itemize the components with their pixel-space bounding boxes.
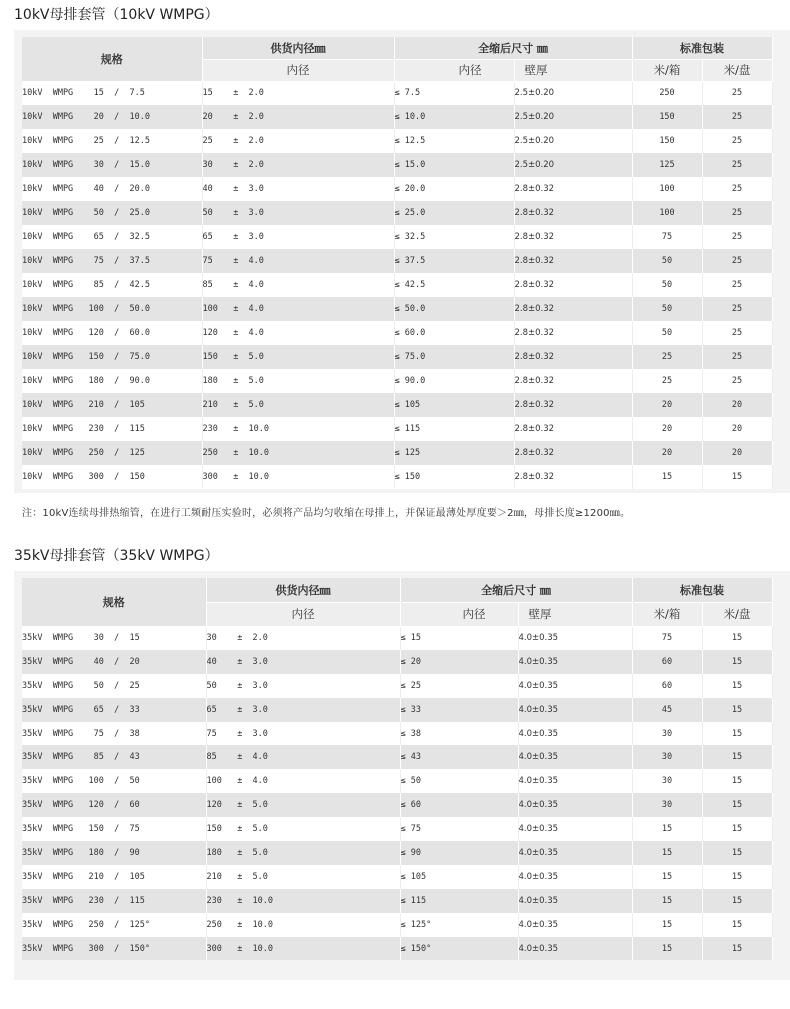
cell-supply-id: 230 ± 10.0 (206, 889, 400, 913)
cell-per-reel: 25 (702, 321, 772, 345)
cell-supply-id: 250 ± 10.0 (202, 441, 394, 465)
table-row (22, 769, 772, 793)
cell-per-reel: 15 (702, 465, 772, 489)
cell-per-box: 75 (632, 626, 702, 650)
cell-per-reel: 25 (702, 105, 772, 129)
cell-spec: 10kV WMPG 230 / 115 (22, 417, 202, 441)
cell-shrink-wall: 2.5±0.20 (514, 153, 632, 177)
cell-supply-id: 120 ± 4.0 (202, 321, 394, 345)
header-per-reel: 米/盘 (702, 602, 772, 626)
cell-spec: 10kV WMPG 20 / 10.0 (22, 105, 202, 129)
cell-supply-id: 180 ± 5.0 (206, 841, 400, 865)
cell-spec: 35kV WMPG 40 / 20 (22, 650, 206, 674)
cell-per-box: 125 (632, 153, 702, 177)
cell-per-reel: 25 (702, 345, 772, 369)
cell-per-box: 60 (632, 650, 702, 674)
cell-spec: 35kV WMPG 65 / 33 (22, 698, 206, 722)
cell-shrink-id: ≤ 7.5 (394, 81, 514, 105)
cell-shrink-id: ≤ 60.0 (394, 321, 514, 345)
cell-per-reel: 25 (702, 273, 772, 297)
cell-supply-id: 65 ± 3.0 (206, 698, 400, 722)
cell-shrink-wall: 4.0±0.35 (518, 745, 632, 769)
cell-shrink-id: ≤ 75.0 (394, 345, 514, 369)
cell-per-reel: 20 (702, 441, 772, 465)
cell-spec: 10kV WMPG 210 / 105 (22, 393, 202, 417)
cell-shrink-wall: 2.8±0.32 (514, 321, 632, 345)
cell-spec: 10kV WMPG 250 / 125 (22, 441, 202, 465)
table-row (22, 889, 772, 913)
cell-shrink-wall: 4.0±0.35 (518, 889, 632, 913)
cell-per-box: 250 (632, 81, 702, 105)
cell-spec: 10kV WMPG 40 / 20.0 (22, 177, 202, 201)
cell-spec: 35kV WMPG 250 / 125° (22, 913, 206, 937)
cell-shrink-wall: 4.0±0.35 (518, 698, 632, 722)
cell-shrink-wall: 2.8±0.32 (514, 465, 632, 489)
cell-spec: 35kV WMPG 30 / 15 (22, 626, 206, 650)
cell-per-box: 15 (632, 889, 702, 913)
cell-shrink-id: ≤ 105 (400, 865, 518, 889)
cell-shrink-id: ≤ 20 (400, 650, 518, 674)
table-row (22, 913, 772, 937)
cell-per-box: 30 (632, 745, 702, 769)
header-supply-id: 内径 (206, 602, 400, 626)
header-pack: 标准包装 (632, 578, 772, 602)
cell-per-box: 15 (632, 913, 702, 937)
cell-supply-id: 20 ± 2.0 (202, 105, 394, 129)
cell-shrink-id: ≤ 105 (394, 393, 514, 417)
cell-per-reel: 15 (702, 722, 772, 746)
cell-supply-id: 75 ± 3.0 (206, 722, 400, 746)
cell-shrink-id: ≤ 15.0 (394, 153, 514, 177)
table-row (22, 745, 772, 769)
cell-per-reel: 15 (702, 626, 772, 650)
cell-shrink-id: ≤ 115 (394, 417, 514, 441)
cell-shrink-id: ≤ 150 (394, 465, 514, 489)
cell-per-reel: 25 (702, 297, 772, 321)
cell-per-reel: 15 (702, 913, 772, 937)
header-supply-id: 内径 (202, 59, 394, 81)
cell-supply-id: 300 ± 10.0 (206, 937, 400, 961)
cell-shrink-wall: 2.5±0.20 (514, 81, 632, 105)
cell-per-reel: 15 (702, 817, 772, 841)
cell-spec: 35kV WMPG 230 / 115 (22, 889, 206, 913)
cell-shrink-wall: 2.5±0.20 (514, 129, 632, 153)
cell-shrink-wall: 4.0±0.35 (518, 817, 632, 841)
cell-supply-id: 40 ± 3.0 (202, 177, 394, 201)
cell-shrink-id: ≤ 50.0 (394, 297, 514, 321)
header-per-box: 米/箱 (632, 59, 702, 81)
cell-supply-id: 250 ± 10.0 (206, 913, 400, 937)
cell-per-box: 15 (632, 937, 702, 961)
table-row (22, 650, 772, 674)
header-shrink-wall: 壁厚 (518, 602, 632, 626)
table-row (22, 273, 772, 297)
cell-supply-id: 30 ± 2.0 (206, 626, 400, 650)
table-row (22, 177, 772, 201)
cell-per-reel: 25 (702, 249, 772, 273)
cell-supply-id: 50 ± 3.0 (206, 674, 400, 698)
cell-supply-id: 75 ± 4.0 (202, 249, 394, 273)
cell-per-reel: 15 (702, 865, 772, 889)
cell-per-reel: 25 (702, 201, 772, 225)
cell-spec: 35kV WMPG 150 / 75 (22, 817, 206, 841)
cell-supply-id: 15 ± 2.0 (202, 81, 394, 105)
cell-shrink-id: ≤ 50 (400, 769, 518, 793)
cell-shrink-id: ≤ 12.5 (394, 129, 514, 153)
cell-shrink-wall: 4.0±0.35 (518, 674, 632, 698)
cell-supply-id: 300 ± 10.0 (202, 465, 394, 489)
header-supply: 供货内径㎜ (206, 578, 400, 602)
cell-per-reel: 15 (702, 841, 772, 865)
header-shrink-id: 内径 (394, 59, 514, 81)
cell-shrink-id: ≤ 37.5 (394, 249, 514, 273)
cell-supply-id: 120 ± 5.0 (206, 793, 400, 817)
cell-shrink-wall: 2.8±0.32 (514, 249, 632, 273)
cell-spec: 35kV WMPG 300 / 150° (22, 937, 206, 961)
cell-per-box: 15 (632, 841, 702, 865)
cell-shrink-wall: 4.0±0.35 (518, 913, 632, 937)
cell-shrink-id: ≤ 150° (400, 937, 518, 961)
cell-shrink-id: ≤ 125° (400, 913, 518, 937)
cell-spec: 10kV WMPG 50 / 25.0 (22, 201, 202, 225)
cell-supply-id: 25 ± 2.0 (202, 129, 394, 153)
cell-spec: 10kV WMPG 85 / 42.5 (22, 273, 202, 297)
cell-per-box: 20 (632, 417, 702, 441)
table-row (22, 369, 772, 393)
cell-per-reel: 25 (702, 225, 772, 249)
cell-shrink-wall: 4.0±0.35 (518, 937, 632, 961)
cell-spec: 10kV WMPG 100 / 50.0 (22, 297, 202, 321)
cell-supply-id: 65 ± 3.0 (202, 225, 394, 249)
cell-shrink-wall: 2.8±0.32 (514, 201, 632, 225)
cell-per-box: 15 (632, 817, 702, 841)
header-shrink: 全缩后尺寸 ㎜ (394, 37, 632, 59)
cell-per-box: 20 (632, 393, 702, 417)
table-row (22, 321, 772, 345)
cell-supply-id: 30 ± 2.0 (202, 153, 394, 177)
cell-shrink-wall: 2.8±0.32 (514, 393, 632, 417)
header-spec: 规格 (22, 37, 202, 81)
cell-shrink-id: ≤ 125 (394, 441, 514, 465)
cell-shrink-wall: 4.0±0.35 (518, 865, 632, 889)
cell-per-box: 100 (632, 201, 702, 225)
table-row (22, 674, 772, 698)
cell-supply-id: 210 ± 5.0 (202, 393, 394, 417)
cell-supply-id: 180 ± 5.0 (202, 369, 394, 393)
cell-shrink-wall: 4.0±0.35 (518, 769, 632, 793)
cell-supply-id: 100 ± 4.0 (202, 297, 394, 321)
table-row (22, 393, 772, 417)
cell-per-box: 30 (632, 769, 702, 793)
cell-spec: 10kV WMPG 180 / 90.0 (22, 369, 202, 393)
cell-per-box: 20 (632, 441, 702, 465)
cell-spec: 10kV WMPG 120 / 60.0 (22, 321, 202, 345)
cell-per-box: 150 (632, 105, 702, 129)
cell-per-reel: 25 (702, 81, 772, 105)
table-row (22, 201, 772, 225)
cell-per-box: 150 (632, 129, 702, 153)
cell-shrink-id: ≤ 42.5 (394, 273, 514, 297)
table-row (22, 937, 772, 961)
cell-spec: 10kV WMPG 30 / 15.0 (22, 153, 202, 177)
cell-per-reel: 20 (702, 417, 772, 441)
cell-shrink-wall: 2.8±0.32 (514, 177, 632, 201)
cell-spec: 10kV WMPG 65 / 32.5 (22, 225, 202, 249)
cell-shrink-wall: 4.0±0.35 (518, 793, 632, 817)
cell-spec: 10kV WMPG 300 / 150 (22, 465, 202, 489)
table-row (22, 153, 772, 177)
table-row (22, 81, 772, 105)
cell-per-reel: 15 (702, 937, 772, 961)
cell-per-box: 25 (632, 369, 702, 393)
cell-per-box: 25 (632, 345, 702, 369)
cell-per-reel: 15 (702, 698, 772, 722)
cell-per-reel: 15 (702, 793, 772, 817)
cell-per-box: 50 (632, 321, 702, 345)
table-row (22, 865, 772, 889)
cell-supply-id: 85 ± 4.0 (206, 745, 400, 769)
cell-per-reel: 25 (702, 369, 772, 393)
cell-shrink-wall: 2.8±0.32 (514, 225, 632, 249)
header-shrink-wall: 壁厚 (514, 59, 632, 81)
cell-shrink-wall: 2.8±0.32 (514, 369, 632, 393)
cell-per-reel: 20 (702, 393, 772, 417)
cell-supply-id: 150 ± 5.0 (202, 345, 394, 369)
table-row (22, 297, 772, 321)
cell-per-box: 45 (632, 698, 702, 722)
cell-per-reel: 25 (702, 153, 772, 177)
cell-spec: 10kV WMPG 25 / 12.5 (22, 129, 202, 153)
cell-per-reel: 15 (702, 889, 772, 913)
cell-per-box: 30 (632, 793, 702, 817)
table-row (22, 793, 772, 817)
cell-shrink-wall: 2.8±0.32 (514, 297, 632, 321)
section-title-10kv: 10kV母排套管（10kV WMPG） (14, 7, 219, 23)
cell-spec: 35kV WMPG 75 / 38 (22, 722, 206, 746)
cell-supply-id: 230 ± 10.0 (202, 417, 394, 441)
cell-spec: 35kV WMPG 85 / 43 (22, 745, 206, 769)
header-shrink: 全缩后尺寸 ㎜ (400, 578, 632, 602)
cell-spec: 35kV WMPG 120 / 60 (22, 793, 206, 817)
cell-per-box: 50 (632, 297, 702, 321)
cell-shrink-id: ≤ 90 (400, 841, 518, 865)
table-row (22, 626, 772, 650)
cell-per-reel: 15 (702, 650, 772, 674)
cell-shrink-wall: 4.0±0.35 (518, 722, 632, 746)
footnote-10kv: 注：10kV连续母排热缩管，在进行工频耐压实验时，必须将产品均匀收缩在母排上，并保证最薄处厚度要＞2㎜，母排长度≥1200㎜。 (22, 508, 631, 519)
table-row (22, 465, 772, 489)
header-shrink-id: 内径 (400, 602, 518, 626)
table-row (22, 841, 772, 865)
cell-per-box: 60 (632, 674, 702, 698)
cell-supply-id: 100 ± 4.0 (206, 769, 400, 793)
cell-per-box: 15 (632, 465, 702, 489)
table-row (22, 345, 772, 369)
cell-spec: 35kV WMPG 180 / 90 (22, 841, 206, 865)
cell-spec: 35kV WMPG 50 / 25 (22, 674, 206, 698)
cell-shrink-id: ≤ 33 (400, 698, 518, 722)
cell-supply-id: 50 ± 3.0 (202, 201, 394, 225)
cell-shrink-wall: 4.0±0.35 (518, 650, 632, 674)
header-pack: 标准包装 (632, 37, 772, 59)
cell-supply-id: 40 ± 3.0 (206, 650, 400, 674)
cell-per-reel: 25 (702, 177, 772, 201)
table-row (22, 417, 772, 441)
cell-per-reel: 15 (702, 745, 772, 769)
cell-per-box: 100 (632, 177, 702, 201)
spec-table-10kv (22, 37, 773, 489)
cell-shrink-id: ≤ 75 (400, 817, 518, 841)
cell-shrink-wall: 2.8±0.32 (514, 345, 632, 369)
section-title-35kv: 35kV母排套管（35kV WMPG） (14, 548, 219, 564)
cell-shrink-id: ≤ 115 (400, 889, 518, 913)
cell-spec: 10kV WMPG 75 / 37.5 (22, 249, 202, 273)
cell-per-box: 15 (632, 865, 702, 889)
cell-shrink-wall: 2.5±0.20 (514, 105, 632, 129)
cell-shrink-wall: 4.0±0.35 (518, 626, 632, 650)
table-row (22, 129, 772, 153)
cell-spec: 10kV WMPG 150 / 75.0 (22, 345, 202, 369)
table-row (22, 249, 772, 273)
cell-shrink-wall: 2.8±0.32 (514, 441, 632, 465)
cell-shrink-id: ≤ 20.0 (394, 177, 514, 201)
cell-shrink-id: ≤ 90.0 (394, 369, 514, 393)
cell-shrink-id: ≤ 25.0 (394, 201, 514, 225)
cell-shrink-id: ≤ 43 (400, 745, 518, 769)
cell-per-reel: 15 (702, 769, 772, 793)
cell-shrink-id: ≤ 38 (400, 722, 518, 746)
cell-shrink-id: ≤ 60 (400, 793, 518, 817)
cell-spec: 10kV WMPG 15 / 7.5 (22, 81, 202, 105)
header-per-reel: 米/盘 (702, 59, 772, 81)
cell-shrink-wall: 2.8±0.32 (514, 417, 632, 441)
cell-shrink-id: ≤ 10.0 (394, 105, 514, 129)
table-row (22, 817, 772, 841)
cell-supply-id: 210 ± 5.0 (206, 865, 400, 889)
cell-shrink-id: ≤ 15 (400, 626, 518, 650)
table-row (22, 441, 772, 465)
cell-spec: 35kV WMPG 210 / 105 (22, 865, 206, 889)
spec-table-35kv (22, 578, 773, 960)
header-per-box: 米/箱 (632, 602, 702, 626)
cell-spec: 35kV WMPG 100 / 50 (22, 769, 206, 793)
cell-per-box: 75 (632, 225, 702, 249)
cell-per-reel: 15 (702, 674, 772, 698)
cell-per-box: 50 (632, 249, 702, 273)
table-row (22, 722, 772, 746)
cell-supply-id: 150 ± 5.0 (206, 817, 400, 841)
cell-shrink-wall: 4.0±0.35 (518, 841, 632, 865)
table-row (22, 105, 772, 129)
cell-shrink-id: ≤ 25 (400, 674, 518, 698)
cell-per-box: 30 (632, 722, 702, 746)
cell-per-reel: 25 (702, 129, 772, 153)
table-row (22, 698, 772, 722)
cell-supply-id: 85 ± 4.0 (202, 273, 394, 297)
cell-per-box: 50 (632, 273, 702, 297)
header-spec: 规格 (22, 578, 206, 626)
cell-shrink-wall: 2.8±0.32 (514, 273, 632, 297)
table-row (22, 225, 772, 249)
header-supply: 供货内径㎜ (202, 37, 394, 59)
cell-shrink-id: ≤ 32.5 (394, 225, 514, 249)
